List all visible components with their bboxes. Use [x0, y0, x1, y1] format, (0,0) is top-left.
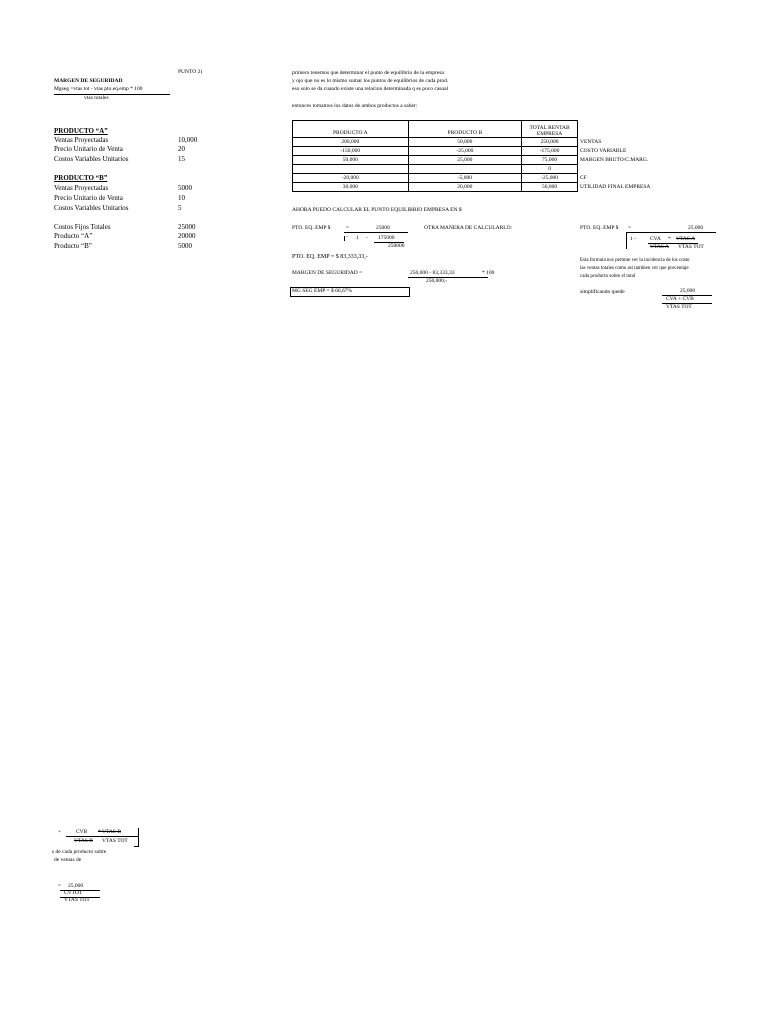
right-times: *	[668, 236, 671, 242]
costos-fijos-value: 25000	[178, 223, 196, 231]
producto-a-title: PRODUCTO “A”	[54, 127, 108, 135]
pto-eq-one-tick: -	[346, 234, 348, 240]
bottom-inner-line	[66, 836, 138, 837]
bottom-num: 25,000	[68, 883, 84, 889]
ahora-text: AHORA PUEDO CALCULAR EL PUNTO EQUILIBRIO EMPRESA EN $	[292, 207, 462, 213]
table-cell	[408, 165, 522, 174]
right-num: 25,000	[688, 225, 704, 231]
bottom-note-2: de ventas de	[54, 857, 82, 863]
simplificado-num: 25,000	[680, 288, 696, 294]
row-label-margen-bruto: MARGEN BRUTO/C.MARG.	[580, 157, 649, 163]
row-label-costo-variable: COSTO VARIABLE	[580, 148, 627, 154]
simplificando-text: simplificando quede	[580, 289, 625, 295]
table-cell: 25,000	[408, 156, 522, 165]
margen-seguridad-title: MARGEN DE SEGURIDAD	[54, 78, 123, 84]
producto-a-ventas-value: 10,000	[178, 136, 198, 144]
bottom-cvtot: CVTOT	[64, 890, 83, 896]
results-table	[292, 120, 578, 192]
producto-a-costo-label: Costos Variables Unitarios	[54, 155, 129, 163]
right-fraction-line	[626, 232, 716, 233]
margen-formula-denominator: vtas totales	[84, 95, 109, 101]
table-cell: 50,000	[522, 183, 578, 192]
punto-label: PUNTO 2)	[178, 69, 203, 75]
right-pto-eq-label: PTO. EQ. EMP $	[580, 225, 619, 231]
bottom-vtas-b-den: VTAS B	[74, 838, 93, 844]
costos-fijos-label: Costos Fijos Totales	[54, 223, 111, 231]
margen-fraction-line	[408, 277, 488, 278]
producto-b-ventas-label: Ventas Proyectadas	[54, 184, 109, 192]
cf-producto-b-value: 5000	[178, 242, 192, 250]
margen-denominator: 250,000,-	[426, 278, 448, 284]
header-producto-a: PRODUCTO A	[293, 121, 409, 138]
bottom-bracket-foot	[134, 846, 139, 847]
right-pto-eq-sign: =	[628, 225, 632, 231]
table-row	[293, 138, 578, 147]
right-note-3: cada producto sobre el total	[580, 274, 636, 279]
producto-b-precio-label: Precio Unitario de Venta	[54, 194, 123, 202]
producto-b-costo-label: Costos Variables Unitarios	[54, 204, 129, 212]
producto-a-precio-value: 20	[178, 145, 185, 153]
margen-numerator: 250,000 - 83,333,33	[410, 270, 455, 276]
bottom-note-1: s de cada producto sobre	[52, 849, 107, 855]
producto-b-precio-value: 10	[178, 194, 185, 202]
otra-manera-text: OTRA MANERA DE CALCULARLO:	[424, 225, 513, 231]
row-label-cf: CF	[580, 175, 587, 181]
table-row	[293, 165, 578, 174]
table-cell: 75,000	[522, 156, 578, 165]
table-row	[293, 147, 578, 156]
table-cell: -25,000	[522, 174, 578, 183]
table-cell: 30,000	[293, 183, 409, 192]
right-cva: CVA	[650, 236, 661, 242]
table-cell: 0	[522, 165, 578, 174]
header-producto-b: PRODUCTO B	[408, 121, 522, 138]
table-cell: -175,000	[522, 147, 578, 156]
pto-eq-175000: 175000	[378, 235, 395, 241]
bottom-eq: =	[58, 883, 62, 889]
right-note-2: las ventas totales como asi tambien ver que porcentaje	[580, 266, 689, 271]
producto-b-ventas-value: 5000	[178, 184, 192, 192]
intro-line-1: primero tenemos que determinar el punto de equilibrio de la empresa	[292, 70, 444, 76]
bottom-vtas-tot2: VTAS TOT	[64, 897, 90, 903]
table-row	[293, 183, 578, 192]
cf-producto-b-label: Producto “B”	[54, 242, 92, 250]
row-label-utilidad: UTILIDAD FINAL EMPRESA	[580, 184, 651, 190]
margen-label: MARGEN DE SEGURIDAD =	[292, 270, 363, 276]
right-bracket	[626, 233, 627, 249]
table-cell: 50,000	[408, 138, 522, 147]
table-cell: 200,000	[293, 138, 409, 147]
producto-b-title: PRODUCTO “B”	[54, 174, 108, 182]
table-cell	[293, 165, 409, 174]
right-note-1: Esta formula nos permite ver la incidencia de los costo	[580, 258, 690, 263]
intro-line-2: y ojo que no es lo mismo sumar los puntos de equilibrios de cada prod.	[292, 78, 449, 84]
pto-eq-minus: -	[366, 235, 368, 241]
table-cell: 50,000	[293, 156, 409, 165]
bottom-cvb: CVB	[76, 829, 88, 835]
table-cell: 250,000	[522, 138, 578, 147]
pto-eq-bracket	[344, 236, 345, 241]
simplificado-mid: CVA + CVB	[666, 296, 694, 302]
formula-divider	[54, 94, 170, 95]
table-cell: -5,000	[408, 174, 522, 183]
bottom-bracket	[138, 828, 139, 846]
table-row	[293, 156, 578, 165]
producto-a-costo-value: 15	[178, 155, 185, 163]
bottom-plus: +	[58, 829, 62, 835]
right-vtas-tot: VTAS TOT	[678, 244, 704, 250]
pto-eq-sign: =	[346, 225, 350, 231]
pto-eq-one: 1	[356, 235, 359, 241]
row-label-ventas: VENTAS	[580, 139, 602, 145]
pto-eq-result: PTO. EQ. EMP = $ 83,333,33,-	[292, 254, 368, 260]
pto-eq-fraction-line	[344, 232, 408, 233]
right-one-minus: 1 -	[630, 236, 636, 242]
pto-eq-label: PTO. EQ. EMP $	[292, 225, 331, 231]
intro-line-4: entonces tomamos los datos de ambos productos a saber:	[292, 103, 418, 109]
pto-eq-250000: 250000	[388, 243, 405, 249]
mg-seg-result: MG SEG EMP = $ 66,67%	[292, 288, 353, 294]
producto-b-costo-value: 5	[178, 204, 182, 212]
table-header-row	[293, 121, 578, 138]
simplificado-den: VTAS TOT	[666, 304, 692, 310]
producto-a-ventas-label: Ventas Proyectadas	[54, 136, 109, 144]
pto-eq-num: 25000	[376, 225, 390, 231]
right-vtas-a: VTAS A	[676, 236, 695, 242]
table-cell: -20,000	[293, 174, 409, 183]
table-cell: -150,000	[293, 147, 409, 156]
bottom-times-vtas-b: * VTAS B	[98, 829, 121, 835]
producto-a-precio-label: Precio Unitario de Venta	[54, 145, 123, 153]
bottom-vtas-tot: VTAS TOT	[102, 838, 128, 844]
table-cell: 20,000	[408, 183, 522, 192]
margen-formula: Mgseg =vtas tot - vtas pto.eq.emp * 100	[54, 86, 143, 92]
margen-times-100: * 100	[482, 270, 495, 276]
table-row	[293, 174, 578, 183]
right-vtas-a-den: VTAS A	[650, 244, 669, 250]
header-total: TOTAL RENTAB EMPRESA	[522, 121, 578, 138]
cf-producto-a-value: 20000	[178, 232, 196, 240]
table-cell: -25,000	[408, 147, 522, 156]
intro-line-3: eso solo se da cuando existe una relacion determinada q es poco casual	[292, 86, 449, 92]
cf-producto-a-label: Producto “A”	[54, 232, 93, 240]
